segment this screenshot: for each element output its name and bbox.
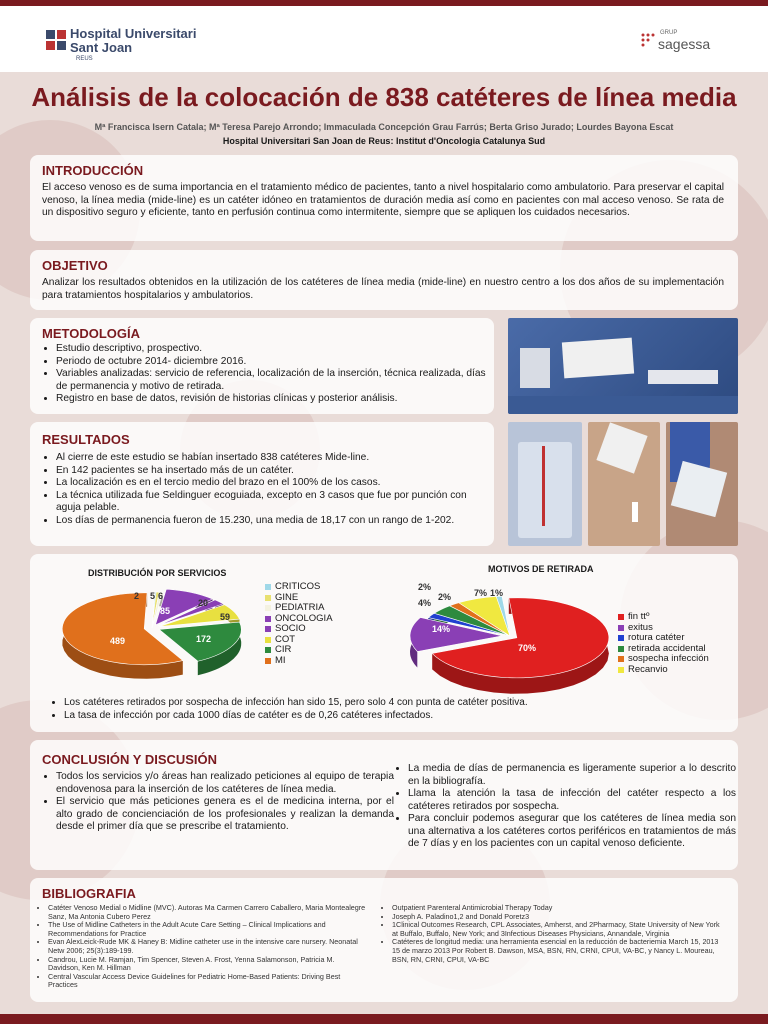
dressing-photo <box>666 422 738 546</box>
legend-servicios <box>265 582 333 666</box>
pie-data-label: 172 <box>196 634 212 644</box>
pie-data-label: 4% <box>418 598 432 608</box>
list-item: • 1Clinical Outcomes Research, CPL Associates, Amherst, and 2Pharmacy, State University of New York at Buffalo, Buffalo, New York; and 3Infectious Diseases Physicians, Annandale, Virginia <box>392 921 722 938</box>
resultados-list <box>44 452 486 527</box>
list-item: • Periodo de octubre 2014- diciembre 2016. <box>56 356 486 369</box>
legend-label: retirada accidental <box>628 642 706 654</box>
list-item: • La localización es en el tercio medio del brazo en el 100% de los casos. <box>56 477 486 490</box>
pie-data-label: 5 <box>150 591 156 601</box>
legend-label: ONCOLOGIA <box>275 612 333 624</box>
authors: Mª Francisca Isern Catala; Mª Teresa Parejo Arrondo; Immaculada Concepción Grau Farrús; Berta Griso Jurado; Lourdes Bayona Escat <box>94 122 674 132</box>
list-item: • Catéteres de longitud media: una herramienta esencial en la reducción de bacteriemia March 15, 2013 15 de marzo 2013 Por Robert B. Dawson, MSA, BSN, RN, CRNI, CPUI, VA-BC, y Nancy L. Moureau, BSN, RN, CRNI, CPUI, VA-BC <box>392 938 722 964</box>
list-item: • La técnica utilizada fue Seldinguer ecoguiada, excepto en 3 casos que fue por punción con aguja pelable. <box>56 490 486 515</box>
legend-swatch <box>265 647 271 653</box>
list-item: • Catéter Venoso Medial o Midline (MVC). Autoras Ma Carmen Carrero Caballero, Maria Montealegre Sanz, Ma Antonia Cubero Perez <box>48 904 368 921</box>
catheter-tray-photo <box>508 422 582 546</box>
legend-label: CIR <box>275 644 292 655</box>
list-item: • Outpatient Parenteral Antimicrobial Therapy Today <box>392 904 722 913</box>
pie-data-label: 70% <box>518 643 537 653</box>
metodologia-heading: METODOLOGÍA <box>42 326 140 341</box>
list-item: • Registro en base de datos, revisión de historias clínicas y posterior análisis. <box>56 393 486 406</box>
intro-text: El acceso venoso es de suma importancia en el tratamiento médico de pacientes, tanto a nivel hospitalario como ambulatorio. Para preservar el capital venoso, la línea media (mide-line) es un catéter idóneo en tratamientos de duración media así como en pacientes con mal acceso venoso. Se rata de un dispositivo seguro y eficiente, tanto en perfusión continua como intermitente, siempre que se apliquen los cuidados necesarios. <box>42 182 724 218</box>
pie-data-label: 14% <box>432 624 451 634</box>
chart-title-retirada: MOTIVOS DE RETIRADA <box>488 564 594 574</box>
pie-data-label: 2% <box>438 592 452 602</box>
list-item: • El servicio que más peticiones genera es el de medicina interna, por el alto grado de concienciación de los profesionales y realizan la demanda desde el primer día que se prescribe el tratamiento. <box>56 796 394 834</box>
intro-heading: INTRODUCCIÓN <box>42 163 144 178</box>
list-item: • Variables analizadas: servicio de referencia, localización de la inserción, técnica realizada, días de permanencia y motivo de retirada. <box>56 368 486 393</box>
legend-swatch <box>618 614 624 620</box>
list-item: • Para concluir podemos asegurar que los catéteres de línea media son una alternativa a los catéteres cortos periféricos en tratamientos de más de 7 días y en los pacientes con un capital venoso deficiente. <box>408 813 736 851</box>
pie-data-label: 2% <box>418 582 432 592</box>
bibliografia-right <box>382 904 722 964</box>
legend-swatch <box>265 637 271 643</box>
bottom-bar <box>0 1014 768 1024</box>
pie-data-label: 20 <box>198 598 209 608</box>
poster-header: Hospital Universitari Sant Joan REUS GRUP sagessa <box>0 6 768 72</box>
list-item: • Evan AlexLeick-Rude MK & Haney B: Midline catheter use in the intensive care nursery. Neonatal Netw 2006; 25(3):189-199. <box>48 938 368 955</box>
legend-entry <box>618 665 709 676</box>
bibliografia-heading: BIBLIOGRAFIA <box>42 886 136 901</box>
legend-swatch <box>265 584 271 590</box>
legend-label: exitus <box>628 621 653 633</box>
list-item: • Candrou, Lucie M. Ramjan, Tim Spencer, Steven A. Frost, Yenna Salamonson, Patricia M. Davidson, Ken M. Hillman <box>48 956 368 973</box>
list-item: • La media de días de permanencia es ligeramente superior a lo descrito en la bibliografía. <box>408 763 736 788</box>
legend-swatch <box>618 656 624 662</box>
bibliografia-section <box>30 878 738 1002</box>
list-item: • Estudio descriptivo, prospectivo. <box>56 343 486 356</box>
list-item: • Llama la atención la tasa de infección del catéter respecto a los catéteres retirados por sospecha. <box>408 788 736 813</box>
legend-swatch <box>618 667 624 673</box>
catheter-kit-photo <box>508 318 738 414</box>
charts-section <box>30 554 738 732</box>
institution: Hospital Universitari San Joan de Reus: Institut d'Oncologia Catalunya Sud <box>222 136 546 146</box>
list-item: • Al cierre de este estudio se habían insertado 838 catéteres Mide-line. <box>56 452 486 465</box>
legend-label: sospecha infección <box>628 653 709 664</box>
resultados-section <box>30 422 494 546</box>
pie-data-label: 1% <box>490 588 504 598</box>
legend-swatch <box>265 616 271 622</box>
arm-insertion-photo <box>588 422 660 546</box>
metodologia-list <box>44 343 486 406</box>
list-item: • Los catéteres retirados por sospecha de infección han sido 15, pero solo 4 con punta de catéter positiva. <box>64 697 724 710</box>
legend-swatch <box>265 658 271 664</box>
list-item: • Los días de permanencia fueron de 15.230, una media de 18,17 con un rango de 1-202. <box>56 515 486 528</box>
list-item: • Joseph A. Paladino1,2 and Donald Poretz3 <box>392 913 722 922</box>
legend-swatch <box>265 605 271 611</box>
legend-label: fin ttº <box>628 611 650 622</box>
legend-swatch <box>618 635 624 641</box>
list-item: • La tasa de infección por cada 1000 días de catéter es de 0,26 catéteres infectados. <box>64 710 724 723</box>
pie-data-label: 85 <box>160 606 171 616</box>
metodologia-section <box>30 318 494 414</box>
legend-label: Recanvio <box>628 663 668 675</box>
resultados-heading: RESULTADOS <box>42 432 130 447</box>
legend-label: SOCIO <box>275 623 306 634</box>
legend-label: PEDIATRIA <box>275 602 325 613</box>
resultados-notes <box>52 697 724 722</box>
pie-data-label: 6 <box>158 591 164 601</box>
legend-label: COT <box>275 633 296 645</box>
pie-data-label: 489 <box>110 636 126 646</box>
pie-data-label: 7% <box>474 588 488 598</box>
conclusion-heading: CONCLUSIÓN Y DISCUSIÓN <box>42 752 218 767</box>
pie-chart-retirada <box>390 576 622 694</box>
objetivo-text: Analizar los resultados obtenidos en la utilización de los catéteres de línea media (mide-line) en nuestro centro a los dos años de su implementación para tratamientos hospitalarios y ambulatorios. <box>42 277 724 301</box>
legend-label: CRITICOS <box>275 581 321 592</box>
pie-data-label: 59 <box>220 612 231 622</box>
legend-swatch <box>618 646 624 652</box>
poster-title: Análisis de la colocación de 838 catéteres de línea media <box>31 82 737 112</box>
legend-swatch <box>265 595 271 601</box>
chart-title-servicios: DISTRIBUCIÓN POR SERVICIOS <box>88 568 227 578</box>
legend-label: GINE <box>275 591 299 603</box>
conclusion-section <box>30 740 738 870</box>
conclusion-left-list <box>44 771 394 834</box>
pie-chart-servicios <box>60 582 270 690</box>
list-item: • Todos los servicios y/o áreas han realizado peticiones al equipo de terapia endovenosa para la inserción de los catéteres de línea media. <box>56 771 394 796</box>
conclusion-right-list <box>396 763 736 851</box>
legend-entry <box>265 656 333 667</box>
legend-label: MI <box>275 654 286 666</box>
bibliografia-left <box>38 904 368 990</box>
objetivo-heading: OBJETIVO <box>42 258 108 273</box>
legend-swatch <box>265 626 271 632</box>
legend-swatch <box>618 625 624 631</box>
legend-retirada <box>618 612 709 675</box>
list-item: • En 142 pacientes se ha insertado más de un catéter. <box>56 465 486 478</box>
list-item: • The Use of Midline Catheters in the Adult Acute Care Setting – Clinical Implications and Recommendations for Practice <box>48 921 368 938</box>
pie-data-label: 2 <box>134 591 140 601</box>
objetivo-section <box>30 250 738 310</box>
legend-label: rotura catéter <box>628 632 685 643</box>
list-item: • Central Vascular Access Device Guidelines for Pediatric Home-Based Patients: Driving Best Practices <box>48 973 368 990</box>
intro-section <box>30 155 738 241</box>
